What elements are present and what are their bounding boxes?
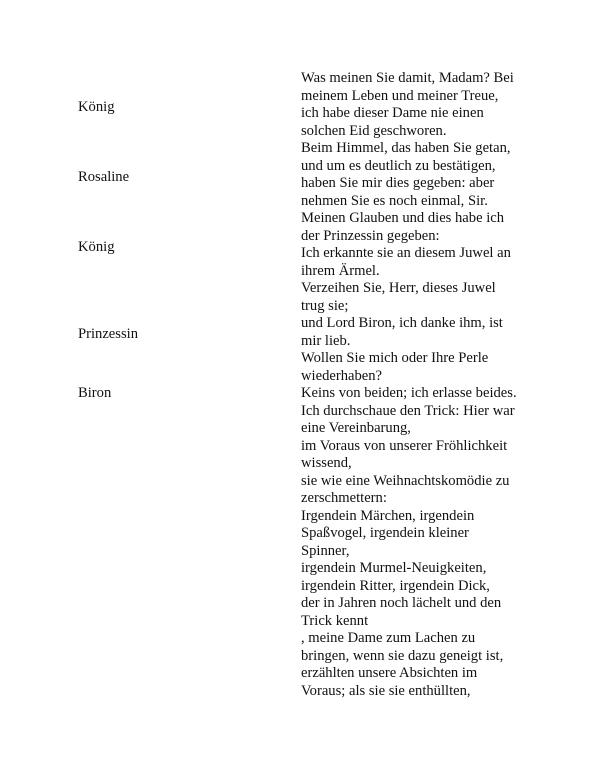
speech-text bbox=[301, 70, 541, 140]
speech-line: , meine Dame zum Lachen zu bbox=[301, 630, 476, 646]
speech-line: Was meinen Sie damit, Madam? Bei bbox=[301, 70, 514, 86]
speech-line: trug sie; bbox=[301, 297, 349, 314]
speaker-name: König bbox=[78, 239, 115, 255]
speech-line: der in Jahren noch lächelt und den bbox=[301, 595, 502, 611]
speech-line: wiederhaben? bbox=[301, 367, 383, 384]
speech-line: zerschmettern: bbox=[301, 490, 387, 506]
speech-text bbox=[301, 385, 541, 700]
speech-line: sie wie eine Weihnachtskomödie zu bbox=[301, 472, 510, 489]
speaker-name: Rosaline bbox=[78, 169, 130, 185]
speech-line: erzählten unsere Absichten im bbox=[301, 665, 478, 681]
speech-line: Keins von beiden; ich erlasse beides. bbox=[301, 385, 517, 401]
speaker-name: Biron bbox=[78, 385, 112, 401]
speech-line: ihrem Ärmel. bbox=[301, 262, 380, 279]
speech-line: und Lord Biron, ich danke ihm, ist bbox=[301, 315, 503, 331]
speech-line: Spaßvogel, irgendein kleiner bbox=[301, 525, 469, 541]
speech-line: solchen Eid geschworen. bbox=[301, 122, 447, 139]
speech-line: Ich durchschaue den Trick: Hier war bbox=[301, 402, 515, 419]
speaker-name: König bbox=[78, 99, 115, 115]
speech-line: Verzeihen Sie, Herr, dieses Juwel bbox=[301, 280, 496, 296]
speech-line: im Voraus von unserer Fröhlichkeit bbox=[301, 437, 508, 454]
speech-line: wissend, bbox=[301, 455, 352, 471]
speech-line: Irgendein Märchen, irgendein bbox=[301, 507, 475, 524]
speech-line: haben Sie mir dies gegeben: aber bbox=[301, 175, 495, 191]
speech-line: eine Vereinbarung, bbox=[301, 420, 411, 436]
speech-line: mir lieb. bbox=[301, 332, 351, 349]
speech-line: irgendein Murmel-Neuigkeiten, bbox=[301, 560, 487, 576]
speech-line: Spinner, bbox=[301, 542, 350, 559]
speech-line: meinem Leben und meiner Treue, bbox=[301, 87, 499, 104]
speech-text bbox=[301, 280, 541, 385]
speech-line: Trick kennt bbox=[301, 612, 369, 629]
speech-line: ich habe dieser Dame nie einen bbox=[301, 105, 484, 121]
speech-line: irgendein Ritter, irgendein Dick, bbox=[301, 577, 490, 594]
speech-line: bringen, wenn sie dazu geneigt ist, bbox=[301, 647, 504, 664]
speech-line: Beim Himmel, das haben Sie getan, bbox=[301, 140, 511, 156]
speech-text bbox=[301, 140, 541, 210]
speech-line: der Prinzessin gegeben: bbox=[301, 227, 440, 244]
speech-line: und um es deutlich zu bestätigen, bbox=[301, 157, 496, 174]
speech-line: Voraus; als sie sie enthüllten, bbox=[301, 682, 471, 699]
speech-line: Meinen Glauben und dies habe ich bbox=[301, 210, 505, 226]
speech-line: nehmen Sie es noch einmal, Sir. bbox=[301, 192, 488, 209]
speech-line: Ich erkannte sie an diesem Juwel an bbox=[301, 245, 511, 261]
speech-text bbox=[301, 210, 541, 280]
speaker-name: Prinzessin bbox=[78, 326, 138, 342]
speech-line: Wollen Sie mich oder Ihre Perle bbox=[301, 350, 489, 366]
